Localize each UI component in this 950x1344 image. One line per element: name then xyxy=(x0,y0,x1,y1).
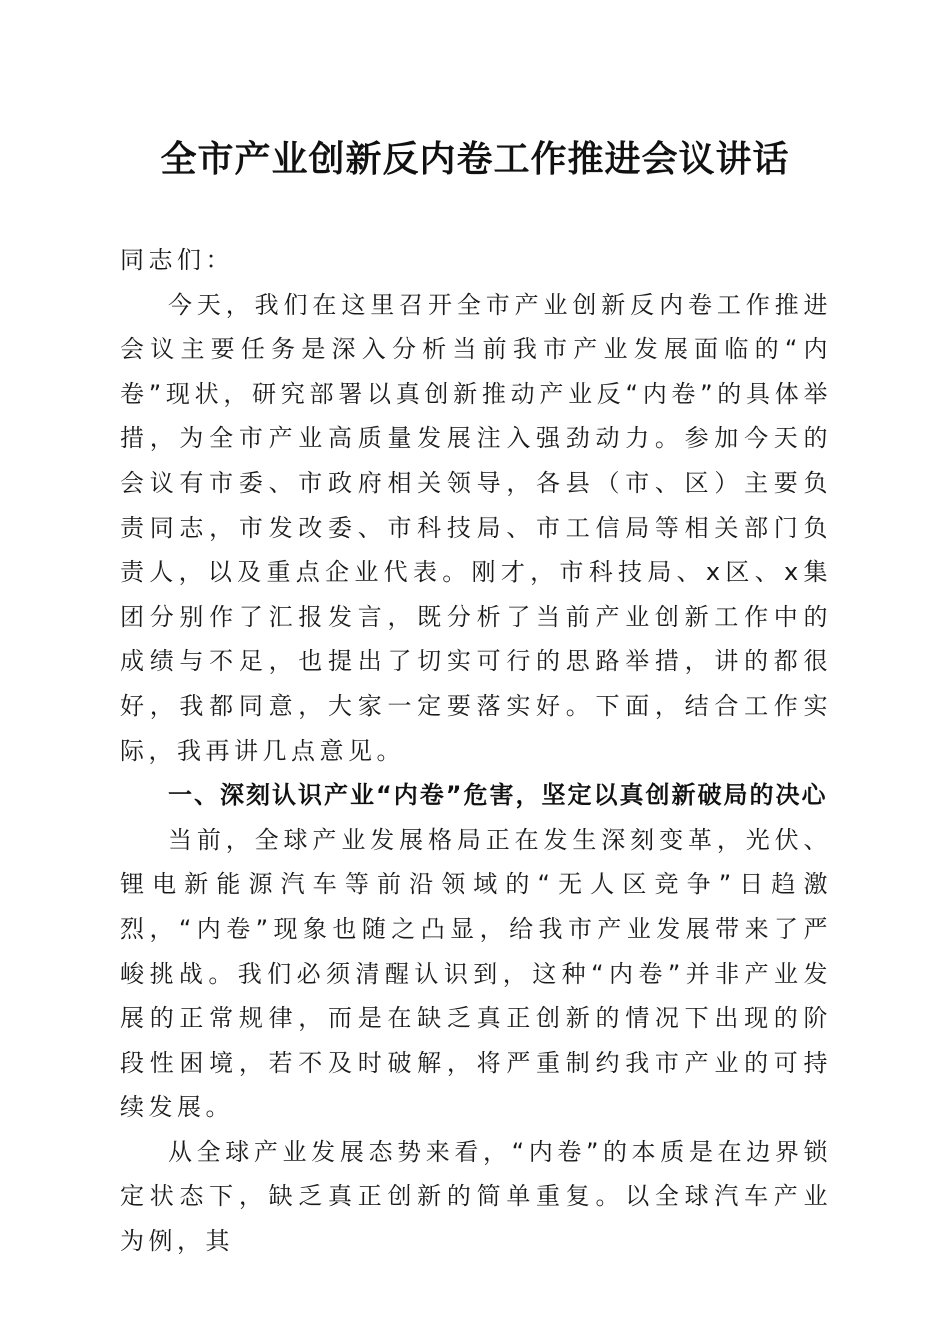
section-heading-1: 一、深刻认识产业“内卷”危害，坚定以真创新破局的决心 xyxy=(168,781,828,810)
paragraph-current-situation: 当前，全球产业发展格局正在发生深刻变革，光伏、锂电新能源汽车等前沿领域的“无人区竞争”日趋激烈，“内卷”现象也随之凸显，给我市产业发展带来了严峻挑战。我们必须清醒认识到，这种“内卷”并非产业发展的正常规律，而是在缺乏真正创新的情况下出现的阶段性困境，若不及时破解，将严重制约我市产业的可持续发展。 xyxy=(120,825,832,1122)
paragraph-global-trend: 从全球产业发展态势来看，“内卷”的本质是在边界锁定状态下，缺乏真正创新的简单重复。以全球汽车产业为例，其 xyxy=(120,1137,832,1256)
salutation: 同志们： xyxy=(120,246,234,274)
document-body xyxy=(120,238,832,1264)
paragraph-opening: 今天，我们在这里召开全市产业创新反内卷工作推进会议主要任务是深入分析当前我市产业发展面临的“内卷”现状，研究部署以真创新推动产业反“内卷”的具体举措，为全市产业高质量发展注入强劲动力。参加今天的会议有市委、市政府相关领导，各县（市、区）主要负责同志，市发改委、市科技局、市工信局等相关部门负责人，以及重点企业代表。刚才，市科技局、x区、x集团分别作了汇报发言，既分析了当前产业创新工作中的成绩与不足，也提出了切实可行的思路举措，讲的都很好，我都同意，大家一定要落实好。下面，结合工作实际，我再讲几点意见。 xyxy=(120,290,832,765)
document-title: 全市产业创新反内卷工作推进会议讲话 xyxy=(160,138,790,180)
